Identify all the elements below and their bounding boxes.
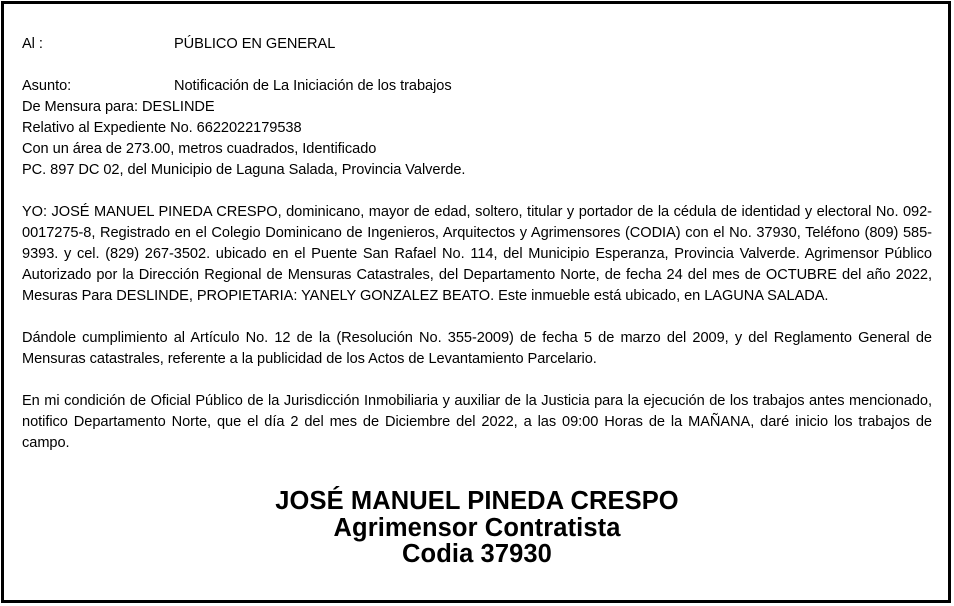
signature-registration: Codia 37930: [402, 540, 552, 568]
notice-frame: [1, 1, 951, 603]
recipient-label: Al :: [22, 36, 43, 52]
area-line: Con un área de 273.00, metros cuadrados, Identificado: [22, 141, 377, 157]
recipient-row: [22, 34, 932, 55]
recipient-value: PÚBLICO EN GENERAL: [174, 36, 336, 52]
parcel-line: PC. 897 DC 02, del Municipio de Laguna Salada, Provincia Valverde.: [22, 162, 466, 178]
signature-name: JOSÉ MANUEL PINEDA CRESPO: [275, 487, 679, 515]
surveyor-declaration-paragraph: YO: JOSÉ MANUEL PINEDA CRESPO, dominicano, mayor de edad, soltero, titular y portador de la cédula de identidad y electoral No. 092-0017275-8, Registrado en el Colegio Dominicano de Ingenieros, Arquitectos y Agrimensores (CODIA) con el No. 37930, Teléfono (809) 585-9393. y cel. (829) 267-3502. ubicado en el Puente San Rafael No. 114, del Municipio Esperanza, Provincia Valverde. Agrimensor Público Autorizado por la Dirección Regional de Mensuras Catastrales, del Departamento Norte, de fecha 24 del mes de OCTUBRE del año 2022, Mesuras Para DESLINDE, PROPIETARIA: YANELY GONZALEZ BEATO. Este inmueble está ubicado, en LAGUNA SALADA.: [22, 204, 932, 304]
signature-block: [4, 488, 950, 568]
subject-value: Notificación de La Iniciación de los trabajos: [174, 78, 452, 94]
legal-basis-paragraph: Dándole cumplimiento al Artículo No. 12 de la (Resolución No. 355-2009) de fecha 5 de marzo del 2009, y del Reglamento General de Mensuras catastrales, referente a la publicidad de los Actos de Levantamiento Parcelario.: [22, 330, 932, 367]
subject-row: [22, 76, 932, 97]
notice-content: [22, 34, 932, 454]
survey-type-line: De Mensura para: DESLINDE: [22, 99, 215, 115]
start-notice-paragraph: En mi condición de Oficial Público de la Jurisdicción Inmobiliaria y auxiliar de la Justicia para la ejecución de los trabajos antes mencionado, notifico Departamento Norte, que el día 2 del mes de Diciembre del 2022, a las 09:00 Horas de la MAÑANA, daré inicio los trabajos de campo.: [22, 393, 932, 451]
subject-label: Asunto:: [22, 78, 72, 94]
signature-title: Agrimensor Contratista: [333, 513, 621, 542]
file-number-line: Relativo al Expediente No. 6622022179538: [22, 120, 302, 136]
